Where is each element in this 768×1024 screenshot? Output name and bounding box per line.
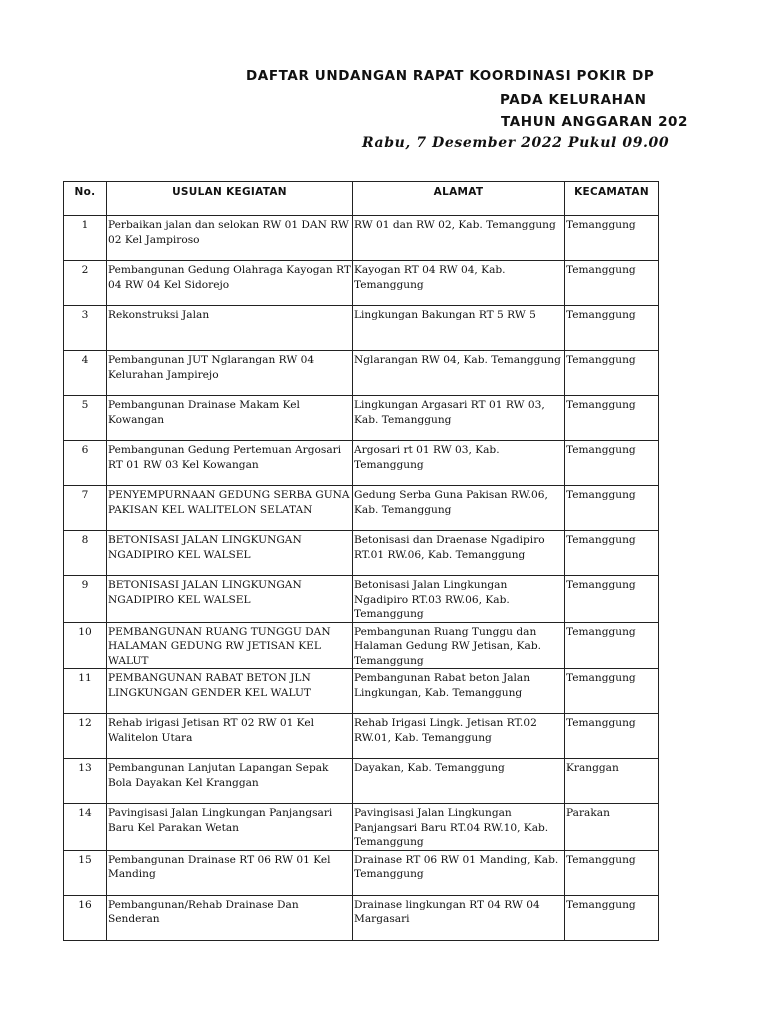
cell-alamat: Drainase lingkungan RT 04 RW 04 Margasari — [353, 895, 565, 940]
cell-alamat: Kayogan RT 04 RW 04, Kab. Temanggung — [353, 261, 565, 306]
table-body — [64, 216, 659, 941]
cell-no: 8 — [64, 531, 107, 576]
cell-no: 5 — [64, 396, 107, 441]
table-row — [64, 216, 659, 261]
cell-alamat: Argosari rt 01 RW 03, Kab. Temanggung — [353, 441, 565, 486]
cell-kecamatan: Temanggung — [565, 216, 659, 261]
column-header-alamat: ALAMAT — [353, 182, 565, 216]
cell-usulan-kegiatan: Pembangunan Gedung Pertemuan Argosari RT 01 RW 03 Kel Kowangan — [107, 441, 353, 486]
cell-usulan-kegiatan: Pavingisasi Jalan Lingkungan Panjangsari Baru Kel Parakan Wetan — [107, 804, 353, 851]
cell-no: 14 — [64, 804, 107, 851]
table-row — [64, 714, 659, 759]
cell-kecamatan: Temanggung — [565, 576, 659, 623]
cell-no: 3 — [64, 306, 107, 351]
cell-no: 6 — [64, 441, 107, 486]
column-header-usulan: USULAN KEGIATAN — [107, 182, 353, 216]
table-row — [64, 396, 659, 441]
cell-usulan-kegiatan: Rekonstruksi Jalan — [107, 306, 353, 351]
document-title: DAFTAR UNDANGAN RAPAT KOORDINASI POKIR DP — [246, 68, 655, 84]
cell-kecamatan: Parakan — [565, 804, 659, 851]
table-row — [64, 804, 659, 851]
cell-usulan-kegiatan: Pembangunan Drainase Makam Kel Kowangan — [107, 396, 353, 441]
cell-alamat: Gedung Serba Guna Pakisan RW.06, Kab. Temanggung — [353, 486, 565, 531]
table-row — [64, 306, 659, 351]
cell-usulan-kegiatan: Pembangunan Drainase RT 06 RW 01 Kel Manding — [107, 850, 353, 895]
cell-alamat: Lingkungan Argasari RT 01 RW 03, Kab. Temanggung — [353, 396, 565, 441]
cell-usulan-kegiatan: Pembangunan Gedung Olahraga Kayogan RT 04 RW 04 Kel Sidorejo — [107, 261, 353, 306]
cell-kecamatan: Temanggung — [565, 396, 659, 441]
cell-usulan-kegiatan: Rehab irigasi Jetisan RT 02 RW 01 Kel Walitelon Utara — [107, 714, 353, 759]
cell-kecamatan: Temanggung — [565, 486, 659, 531]
cell-no: 4 — [64, 351, 107, 396]
cell-no: 16 — [64, 895, 107, 940]
cell-alamat: Betonisasi dan Draenase Ngadipiro RT.01 RW.06, Kab. Temanggung — [353, 531, 565, 576]
cell-kecamatan: Temanggung — [565, 261, 659, 306]
table-row — [64, 261, 659, 306]
cell-alamat: RW 01 dan RW 02, Kab. Temanggung — [353, 216, 565, 261]
cell-kecamatan: Temanggung — [565, 714, 659, 759]
table-row — [64, 576, 659, 623]
invitation-table — [63, 181, 659, 941]
column-header-kecamatan: KECAMATAN — [565, 182, 659, 216]
table-row — [64, 850, 659, 895]
cell-no: 12 — [64, 714, 107, 759]
cell-usulan-kegiatan: Perbaikan jalan dan selokan RW 01 DAN RW 02 Kel Jampiroso — [107, 216, 353, 261]
table-row — [64, 622, 659, 669]
column-header-no: No. — [64, 182, 107, 216]
cell-usulan-kegiatan: Pembangunan Lanjutan Lapangan Sepak Bola Dayakan Kel Kranggan — [107, 759, 353, 804]
meeting-datetime: Rabu, 7 Desember 2022 Pukul 09.00 — [362, 135, 670, 151]
table-row — [64, 441, 659, 486]
cell-usulan-kegiatan: Pembangunan/Rehab Drainase Dan Senderan — [107, 895, 353, 940]
cell-no: 11 — [64, 669, 107, 714]
cell-kecamatan: Temanggung — [565, 669, 659, 714]
cell-usulan-kegiatan: BETONISASI JALAN LINGKUNGAN NGADIPIRO KEL WALSEL — [107, 576, 353, 623]
cell-kecamatan: Temanggung — [565, 306, 659, 351]
cell-no: 2 — [64, 261, 107, 306]
document-subtitle-tahun: TAHUN ANGGARAN 202 — [501, 114, 689, 130]
cell-alamat: Betonisasi Jalan Lingkungan Ngadipiro RT.03 RW.06, Kab. Temanggung — [353, 576, 565, 623]
table-row — [64, 669, 659, 714]
cell-no: 7 — [64, 486, 107, 531]
cell-no: 1 — [64, 216, 107, 261]
cell-kecamatan: Temanggung — [565, 622, 659, 669]
cell-kecamatan: Temanggung — [565, 351, 659, 396]
cell-alamat: Dayakan, Kab. Temanggung — [353, 759, 565, 804]
cell-usulan-kegiatan: PENYEMPURNAAN GEDUNG SERBA GUNA PAKISAN KEL WALITELON SELATAN — [107, 486, 353, 531]
cell-no: 13 — [64, 759, 107, 804]
cell-kecamatan: Temanggung — [565, 441, 659, 486]
table-row — [64, 895, 659, 940]
cell-alamat: Nglarangan RW 04, Kab. Temanggung — [353, 351, 565, 396]
cell-no: 15 — [64, 850, 107, 895]
table-row — [64, 531, 659, 576]
cell-usulan-kegiatan: Pembangunan JUT Nglarangan RW 04 Kelurahan Jampirejo — [107, 351, 353, 396]
cell-alamat: Rehab Irigasi Lingk. Jetisan RT.02 RW.01, Kab. Temanggung — [353, 714, 565, 759]
table-row — [64, 759, 659, 804]
cell-alamat: Pembangunan Rabat beton Jalan Lingkungan, Kab. Temanggung — [353, 669, 565, 714]
cell-kecamatan: Kranggan — [565, 759, 659, 804]
cell-usulan-kegiatan: PEMBANGUNAN RABAT BETON JLN LINGKUNGAN GENDER KEL WALUT — [107, 669, 353, 714]
cell-alamat: Pembangunan Ruang Tunggu dan Halaman Gedung RW Jetisan, Kab. Temanggung — [353, 622, 565, 669]
cell-alamat: Drainase RT 06 RW 01 Manding, Kab. Temanggung — [353, 850, 565, 895]
table-row — [64, 351, 659, 396]
cell-no: 9 — [64, 576, 107, 623]
cell-kecamatan: Temanggung — [565, 895, 659, 940]
cell-kecamatan: Temanggung — [565, 850, 659, 895]
cell-kecamatan: Temanggung — [565, 531, 659, 576]
table-row — [64, 486, 659, 531]
cell-alamat: Pavingisasi Jalan Lingkungan Panjangsari Baru RT.04 RW.10, Kab. Temanggung — [353, 804, 565, 851]
cell-no: 10 — [64, 622, 107, 669]
cell-usulan-kegiatan: PEMBANGUNAN RUANG TUNGGU DAN HALAMAN GEDUNG RW JETISAN KEL WALUT — [107, 622, 353, 669]
document-subtitle-kelurahan: PADA KELURAHAN — [500, 92, 647, 108]
cell-alamat: Lingkungan Bakungan RT 5 RW 5 — [353, 306, 565, 351]
table-header-row — [64, 182, 659, 216]
cell-usulan-kegiatan: BETONISASI JALAN LINGKUNGAN NGADIPIRO KEL WALSEL — [107, 531, 353, 576]
